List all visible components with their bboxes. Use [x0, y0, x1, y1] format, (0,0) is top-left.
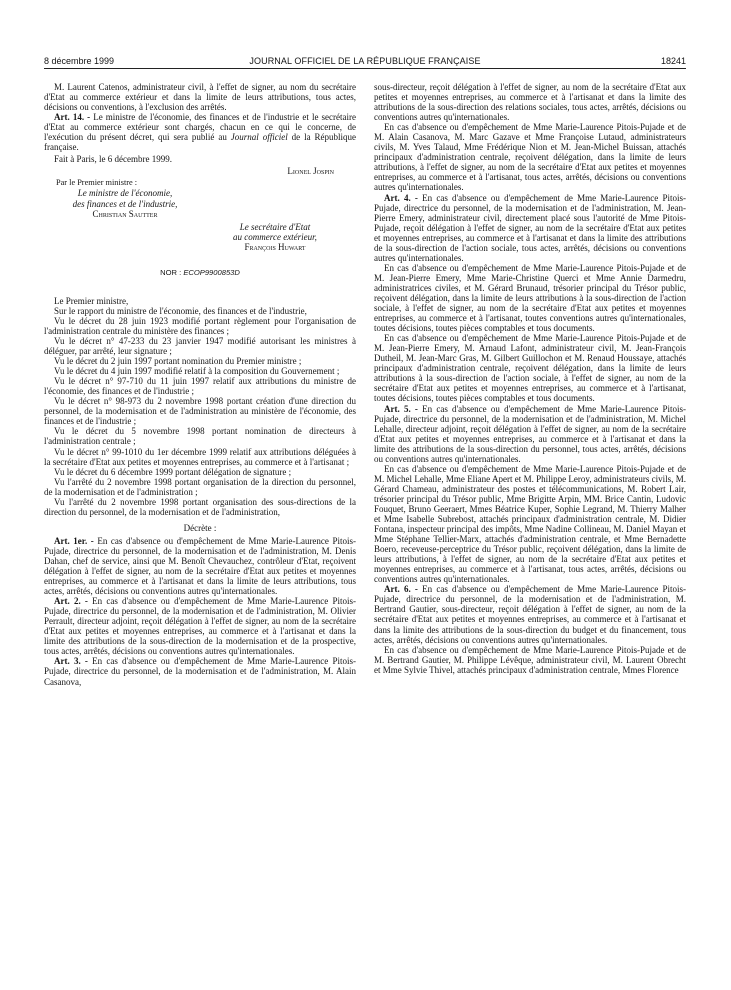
article-4-paragraph-3: En cas d'absence ou d'empêchement de Mme Marie-Laurence Pitois-Pujade et de M. Jean-Pierre Emery, M. Arnaud Lafont, administrateur civil, M. Jean-François Dutheil, M. Jean-Marc Gras, M. Gilbert Guillochon et M. Renaud Houssaye, attachés principaux d'administration centrale, reçoivent délégation, dans la limite de leurs attributions à la sous-direction de l'action sociale, à l'effet de signer, au nom de la secrétaire d'Etat aux petites et moyennes entreprises, au commerce et à l'artisanat, toutes décisions, toutes pièces comptables et tous documents. — [374, 333, 686, 404]
right-column — [374, 82, 686, 962]
article-6-paragraph-2: En cas d'absence ou d'empêchement de Mme Marie-Laurence Pitois-Pujade et de M. Bertrand Gautier, M. Philippe Lévêque, administrateur civil, M. Laurent Obrecht et Mme Sylvie Thivel, attachés principaux d'administration centrale, Mmes Florence — [374, 644, 686, 675]
continuation-paragraph: M. Laurent Catenos, administrateur civil, à l'effet de signer, au nom du secrétaire d'Etat au commerce extérieur et dans la limite de leurs attributions, tous actes, décisions ou conventions, à l'exclusion des arrêtés. — [44, 82, 356, 113]
article-5-paragraph-2: En cas d'absence ou d'empêchement de Mme Marie-Laurence Pitois-Pujade et de M. Michel Lehalle, Mme Eliane Apert et M. Philippe Leroy, administrateurs civils, M. Gérard Chameau, administrateur des postes et télécommunications, M. Robert Lair, trésorier principal du Trésor public, Mme Brigitte Arpin, MM. Brice Cantin, Ludovic Fouquet, Bruno Geeraert, Mmes Béatrice Kuper, Sophie Legrand, M. Thierry Malher et Mme Isabelle Subrebost, attachés principaux d'administration centrale, M. Didier Fontana, inspecteur principal des impôts, Mme Nadine Collineau, M. Daniel Mayan et Mme Stéphane Tellier-Marx, attachés d'administration centrale, et Mme Bernadette Boero, receveuse-perceptrice du Trésor public, reçoivent délégation, dans la limite de leurs attributions, à l'effet de signer, au nom de la secrétaire d'Etat aux petites et moyennes entreprises, au commerce et à l'artisanat, tous actes, arrêtés, décisions ou conventions autres qu'internationales. — [374, 463, 686, 585]
visa-item: Sur le rapport du ministre de l'économie, des finances et de l'industrie, — [54, 305, 307, 316]
par-le-premier-ministre: Par le Premier ministre : — [56, 178, 138, 188]
journal-title: JOURNAL OFFICIEL DE LA RÉPUBLIQUE FRANÇAISE — [249, 56, 481, 66]
article-1: Art. 1er. - En cas d'absence ou d'empêchement de Mme Marie-Laurence Pitois-Pujade, directrice du personnel, de la modernisation et de l'administration, M. Denis Dahan, chef de service, ainsi que M. Benoît Chevauchez, contrôleur d'Etat, reçoivent délégation à l'effet de signer, au nom de la secrétaire d'Etat aux petites et moyennes entreprises, au commerce et à l'artisanat et dans la limite de leurs attributions, tous actes, arrêtés, décisions ou conventions autres qu'internationales. — [44, 535, 356, 597]
article-4: Art. 4. - En cas d'absence ou d'empêchement de Mme Marie-Laurence Pitois-Pujade, directrice du personnel, de la modernisation et de l'administration, M. Jean-Pierre Emery, administrateur civil, directement placé sous l'autorité de Mme Pitois-Pujade, reçoit délégation à l'effet de signer, au nom de la secrétaire d'Etat aux petites et moyennes entreprises, au commerce et à l'artisanat et dans la limite des attributions de la sous-direction de l'action sociale, tous actes, arrêtés, décisions ou conventions autres qu'internationales. — [374, 192, 686, 263]
article-label: Art. 1er. - — [54, 535, 94, 546]
page-number: 18241 — [660, 56, 686, 66]
article-5: Art. 5. - En cas d'absence ou d'empêchement de Mme Marie-Laurence Pitois-Pujade, directrice du personnel, de la modernisation et de l'administration, M. Michel Lehalle, directeur adjoint, reçoit délégation à l'effet de signer, au nom de la secrétaire d'Etat aux petites et moyennes entreprises, au commerce et à l'artisanat et dans la limite des attributions de la sous-direction du personnel, tous actes, arrêtés, décisions ou conventions autres qu'internationales. — [374, 403, 686, 464]
visa-item: Vu l'arrêté du 2 novembre 1998 portant organisation de la direction du personnel, de la modernisation et de l'administration ; — [44, 476, 356, 497]
visa-item: Vu le décret du 28 juin 1923 modifié portant règlement pour l'organisation de l'administration centrale du ministère des finances ; — [44, 315, 356, 336]
article-14: Art. 14. - Le ministre de l'économie, des finances et de l'industrie et le secrétaire d'Etat au commerce extérieur sont chargés, chacun en ce qui le concerne, de l'exécution du présent décret, qui sera publié au Journal officiel de la République française. — [44, 112, 356, 153]
article-label: Art. 14. - — [54, 112, 91, 123]
article-3-continuation: sous-directeur, reçoit délégation à l'effet de signer, au nom de la secrétaire d'Etat aux petites et moyennes entreprises, au commerce et à l'artisanat et dans la limite des attributions de la sous-direction des relations sociales, tous actes, arrêtés, décisions ou conventions autres qu'internationales. — [374, 82, 686, 123]
nor-reference: NOR : ECOP9900853D — [160, 267, 240, 277]
visa-item: Vu le décret du 2 juin 1997 portant nomination du Premier ministre ; — [54, 356, 302, 367]
article-label: Art. 4. - — [384, 192, 418, 203]
visa-item: Vu le décret n° 47-233 du 23 janvier 1947 modifié autorisant les ministres à déléguer, par arrêté, leur signature ; — [44, 335, 356, 357]
decrete-heading: Décrète : — [183, 522, 217, 533]
header-date: 8 décembre 1999 — [44, 56, 115, 66]
article-label: Art. 2. - — [54, 596, 88, 607]
visa-item: Vu le décret du 5 novembre 1998 portant nomination de directeurs à l'administration centrale ; — [44, 426, 356, 447]
article-6: Art. 6. - En cas d'absence ou d'empêchement de Mme Marie-Laurence Pitois-Pujade, directrice du personnel, de la modernisation et de l'administration, M. Bertrand Gautier, sous-directeur, reçoit délégation à l'effet de signer, au nom de la secrétaire d'Etat aux petites et moyennes entreprises, au commerce et à l'artisanat et dans la limite des attributions de la sous-direction du budget et du financement, tous actes, arrêtés, décisions ou conventions autres qu'internationales. — [374, 584, 686, 645]
signature-premier-ministre: Lionel Jospin — [287, 166, 334, 177]
article-2: Art. 2. - En cas d'absence ou d'empêchement de Mme Marie-Laurence Pitois-Pujade, directrice du personnel, de la modernisation et de l'administration, M. Olivier Perrault, directeur adjoint, reçoit délégation à l'effet de signer, au nom de la secrétaire d'Etat aux petites et moyennes entreprises, au commerce et à l'artisanat et dans la limite des attributions de la sous-direction de la modernisation et de la prospective, tous actes, arrêtés, décisions ou conventions autres qu'internationales. — [44, 596, 356, 657]
signature-ministre: Le ministre de l'économie, des finances et de l'industrie, Christian Sautter — [72, 188, 178, 219]
visa-item: Vu le décret du 4 juin 1997 modifié relatif à la composition du Gouvernement ; — [54, 366, 340, 377]
visa-item: Vu le décret n° 97-710 du 11 juin 1997 relatif aux attributions du ministre de l'économie, des finances et de l'industrie ; — [44, 376, 356, 397]
article-label: Art. 3. - — [54, 656, 88, 667]
article-label: Art. 6. - — [384, 584, 418, 595]
visa-item: Vu le décret du 6 décembre 1999 portant délégation de signature ; — [54, 466, 292, 477]
signature-secretaire-etat: Le secrétaire d'Etat au commerce extérieur, François Huwart — [233, 221, 317, 252]
article-label: Art. 5. - — [384, 403, 418, 414]
visa-item: Vu l'arrêté du 2 novembre 1998 portant organisation des sous-directions de la direction du personnel, de la modernisation et de l'administration, — [44, 496, 356, 517]
article-3: Art. 3. - En cas d'absence ou d'empêchement de Mme Marie-Laurence Pitois-Pujade, directrice du personnel, de la modernisation et de l'administration, M. Alain Casanova, — [44, 656, 356, 687]
visa-item: Vu le décret n° 98-973 du 2 novembre 1998 portant création d'une direction du personnel, de la modernisation et de l'administration au ministère de l'économie, des finances et de l'industrie ; — [44, 396, 356, 427]
article-4-paragraph-2: En cas d'absence ou d'empêchement de Mme Marie-Laurence Pitois-Pujade et de M. Jean-Pierre Emery, Mme Marie-Christine Querci et Mme Annie Darmedru, administratrices civiles, et M. Gérard Brunaud, trésorier principal du Trésor public, reçoivent délégation, dans la limite de leurs attributions à la sous-direction de l'action sociale, à l'effet de signer, au nom de la secrétaire d'Etat aux petites et moyennes entreprises, au commerce et à l'artisanat, toutes conventions autres qu'internationales, toutes décisions, toutes pièces comptables et tous documents. — [374, 262, 686, 334]
article-3-paragraph-2: En cas d'absence ou d'empêchement de Mme Marie-Laurence Pitois-Pujade et de M. Alain Casanova, M. Marc Gazave et Mme Françoise Lutaud, administrateurs civils, M. Yves Talaud, Mme Frédérique Nion et M. Jean-Michel Buissan, attachés principaux d'administration centrale, reçoivent délégation, dans la limite de leurs attributions, à l'effet de signer, au nom de la secrétaire d'Etat aux petites et moyennes entreprises, au commerce et à l'artisanat, tous actes, arrêtés, décisions ou conventions autres qu'internationales. — [374, 122, 686, 193]
journal-officiel-ref: Journal officiel — [230, 132, 288, 143]
premier-ministre-line: Le Premier ministre, — [54, 295, 129, 306]
left-column — [44, 82, 356, 962]
visa-item: Vu le décret n° 99-1010 du 1er décembre 1999 relatif aux attributions déléguées à la secrétaire d'Etat aux petites et moyennes entreprises, au commerce et à l'artisanat ; — [44, 446, 356, 467]
fait-a-paris: Fait à Paris, le 6 décembre 1999. — [54, 154, 172, 165]
page-header — [44, 54, 686, 69]
